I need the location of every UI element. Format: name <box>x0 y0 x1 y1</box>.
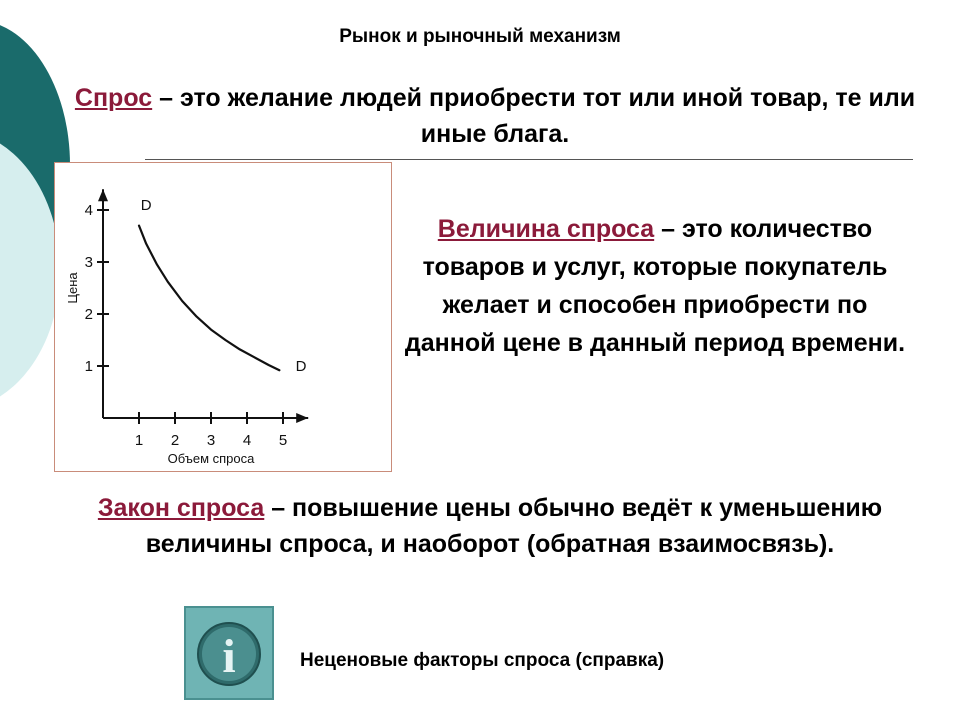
y-tick-label: 2 <box>84 306 93 323</box>
law-of-demand-term: Закон спроса <box>97 494 265 522</box>
x-tick-label: 3 <box>206 432 216 449</box>
info-icon[interactable] <box>184 606 274 700</box>
demand-curve-svg <box>55 163 391 471</box>
x-tick-label: 5 <box>278 432 288 449</box>
demand-definition-text: – это желание людей приобрести тот или иной товар, те или иные блага. <box>152 84 916 148</box>
y-axis-arrow <box>98 189 108 201</box>
info-label[interactable]: Неценовые факторы спроса (справка) <box>300 650 665 671</box>
slide-title: Рынок и рыночный механизм <box>339 26 621 47</box>
demand-term: Спрос <box>74 84 153 112</box>
demand-definition <box>50 80 940 152</box>
quantity-demanded-definition <box>395 210 915 362</box>
y-tick-label: 1 <box>84 358 93 375</box>
svg-text:i: i <box>222 630 236 683</box>
x-axis-label: Объем спроса <box>167 451 255 466</box>
demand-curve-chart <box>54 162 392 472</box>
x-tick-label: 1 <box>134 432 144 449</box>
curve-label: D <box>295 358 307 376</box>
law-of-demand-definition-text: – повышение цены обычно ведёт к уменьшению величины спроса, и наоборот (обратная взаимосвязь). <box>145 494 883 558</box>
y-tick-label: 3 <box>84 254 93 271</box>
y-axis-label: Цена <box>65 272 80 304</box>
info-icon-glyph <box>186 608 272 698</box>
y-tick-label: 4 <box>84 202 93 219</box>
x-tick-label: 4 <box>242 432 252 449</box>
quantity-demanded-definition-text: – это количество товаров и услуг, которые покупатель желает и способен приобрести по данной цене в данный период времени. <box>404 215 906 357</box>
demand-curve-line <box>139 226 279 371</box>
curve-label: D <box>140 197 152 214</box>
law-of-demand-definition <box>40 490 940 562</box>
divider-line <box>145 159 913 160</box>
x-tick-label: 2 <box>170 432 180 449</box>
x-axis-arrow <box>296 413 308 423</box>
quantity-demanded-term: Величина спроса <box>437 215 655 243</box>
